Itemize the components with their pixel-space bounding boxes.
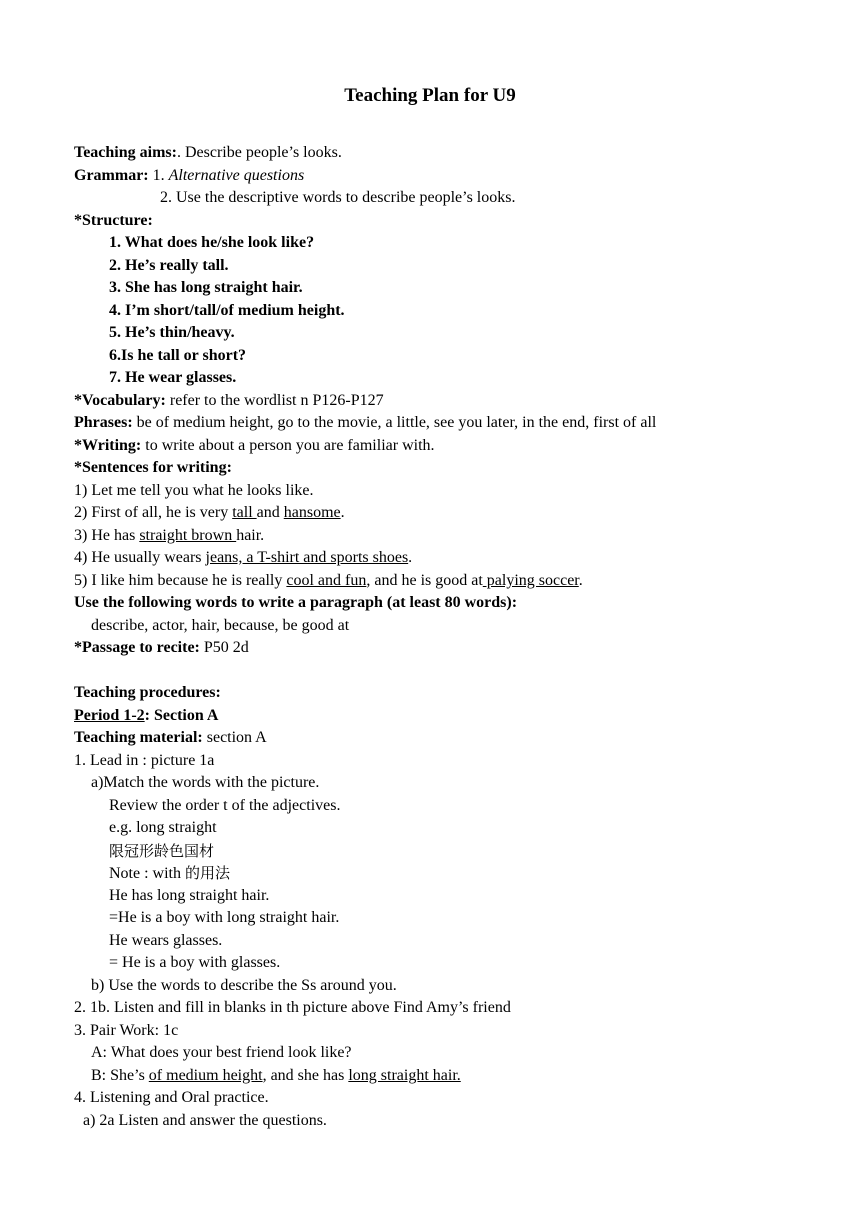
writing-label: *Writing:	[74, 437, 142, 454]
teaching-aims	[74, 142, 342, 164]
recite-label: *Passage to recite:	[74, 639, 200, 656]
underlined-word: long straight hair.	[348, 1067, 461, 1084]
sentence-text: .	[340, 504, 345, 521]
structure-item: 4. I’m short/tall/of medium height.	[109, 302, 345, 319]
step-4a: a) 2a Listen and answer the questions.	[83, 1112, 327, 1129]
grammar-label: Grammar:	[74, 167, 149, 184]
sentence-text: 5) I like him because he is really	[74, 572, 287, 589]
step-1a: a)Match the words with the picture.	[91, 774, 320, 791]
underlined-word: jeans, a T-shirt and sports shoes	[205, 549, 409, 566]
procedures-label: Teaching procedures:	[74, 684, 221, 701]
sentence-5	[74, 570, 583, 592]
structure-item: 2. He’s really tall.	[109, 257, 229, 274]
grammar-line-2: 2. Use the descriptive words to describe people’s looks.	[160, 189, 516, 206]
structure-item: 7. He wear glasses.	[109, 369, 237, 386]
sentence-text: hair.	[236, 527, 265, 544]
step-1a-detail: = He is a boy with glasses.	[109, 954, 281, 971]
step-3a: A: What does your best friend look like?	[91, 1044, 352, 1061]
note-cjk: 的用法	[185, 864, 231, 882]
step-2: 2. 1b. Listen and fill in blanks in th picture above Find Amy’s friend	[74, 999, 511, 1016]
passage-to-recite	[74, 637, 249, 659]
period-number: Period 1-2	[74, 707, 145, 724]
period-section: : Section A	[144, 707, 219, 724]
teaching-aims-label: Teaching aims:	[74, 144, 177, 161]
vocabulary-text: refer to the wordlist n P126-P127	[165, 392, 384, 409]
step-1a-note	[109, 862, 230, 885]
sentence-4	[74, 547, 412, 569]
paragraph-task-label: Use the following words to write a paragraph (at least 80 words):	[74, 594, 518, 611]
phrases-label: Phrases:	[74, 414, 133, 431]
step-1a-detail: He wears glasses.	[109, 932, 223, 949]
structure-item: 5. He’s thin/heavy.	[109, 324, 235, 341]
step-1a-detail: =He is a boy with long straight hair.	[109, 909, 340, 926]
step-4: 4. Listening and Oral practice.	[74, 1089, 269, 1106]
vocabulary-label: *Vocabulary:	[74, 392, 166, 409]
underlined-word: straight brown	[139, 527, 237, 544]
step-1a-detail: e.g. long straight	[109, 819, 217, 836]
vocabulary	[74, 390, 384, 412]
recite-text: P50 2d	[199, 639, 249, 656]
step-3: 3. Pair Work: 1c	[74, 1022, 179, 1039]
sentence-text: 4) He usually wears	[74, 549, 206, 566]
dialogue-text: , and she has	[262, 1067, 349, 1084]
dialogue-text: B: She’s	[91, 1067, 149, 1084]
grammar-item1-num: 1.	[148, 167, 169, 184]
step-3b	[91, 1065, 461, 1087]
document-title: Teaching Plan for U9	[344, 85, 516, 106]
period-heading	[74, 705, 218, 727]
underlined-word: palying soccer	[482, 572, 579, 589]
writing	[74, 435, 435, 457]
structure-item: 3. She has long straight hair.	[109, 279, 303, 296]
underlined-word: cool and fun	[286, 572, 367, 589]
sentence-3	[74, 525, 264, 547]
sentence-1: 1) Let me tell you what he looks like.	[74, 482, 314, 499]
writing-text: to write about a person you are familiar with.	[141, 437, 435, 454]
sentence-text: 3) He has	[74, 527, 140, 544]
underlined-word: tall	[232, 504, 257, 521]
step-1a-detail: He has long straight hair.	[109, 887, 270, 904]
step-1a-detail: Review the order t of the adjectives.	[109, 797, 341, 814]
sentence-text: 2) First of all, he is very	[74, 504, 233, 521]
sentence-text: .	[408, 549, 413, 566]
step-1b: b) Use the words to describe the Ss around you.	[91, 977, 397, 994]
step-1: 1. Lead in : picture 1a	[74, 752, 215, 769]
teaching-material	[74, 727, 267, 749]
paragraph-task-words: describe, actor, hair, because, be good at	[91, 617, 350, 634]
structure-label: *Structure:	[74, 212, 153, 229]
step-1a-detail: 限冠形龄色国材	[109, 842, 215, 860]
teaching-aims-text: . Describe people’s looks.	[176, 144, 342, 161]
sentence-text: .	[578, 572, 583, 589]
sentence-text: , and he is good at	[366, 572, 483, 589]
grammar-item1-text: Alternative questions	[168, 167, 305, 184]
phrases-text: be of medium height, go to the movie, a little, see you later, in the end, first of all	[132, 414, 657, 431]
underlined-word: of medium height	[148, 1067, 263, 1084]
underlined-word: hansome	[283, 504, 341, 521]
material-label: Teaching material:	[74, 729, 203, 746]
structure-item: 1. What does he/she look like?	[109, 234, 315, 251]
sentence-text: and	[256, 504, 284, 521]
note-text: Note : with	[109, 865, 185, 882]
grammar-line-1	[74, 165, 304, 187]
phrases	[74, 412, 656, 434]
material-text: section A	[202, 729, 267, 746]
structure-item: 6.Is he tall or short?	[109, 347, 247, 364]
sentence-2	[74, 502, 345, 524]
sentences-label: *Sentences for writing:	[74, 459, 232, 476]
